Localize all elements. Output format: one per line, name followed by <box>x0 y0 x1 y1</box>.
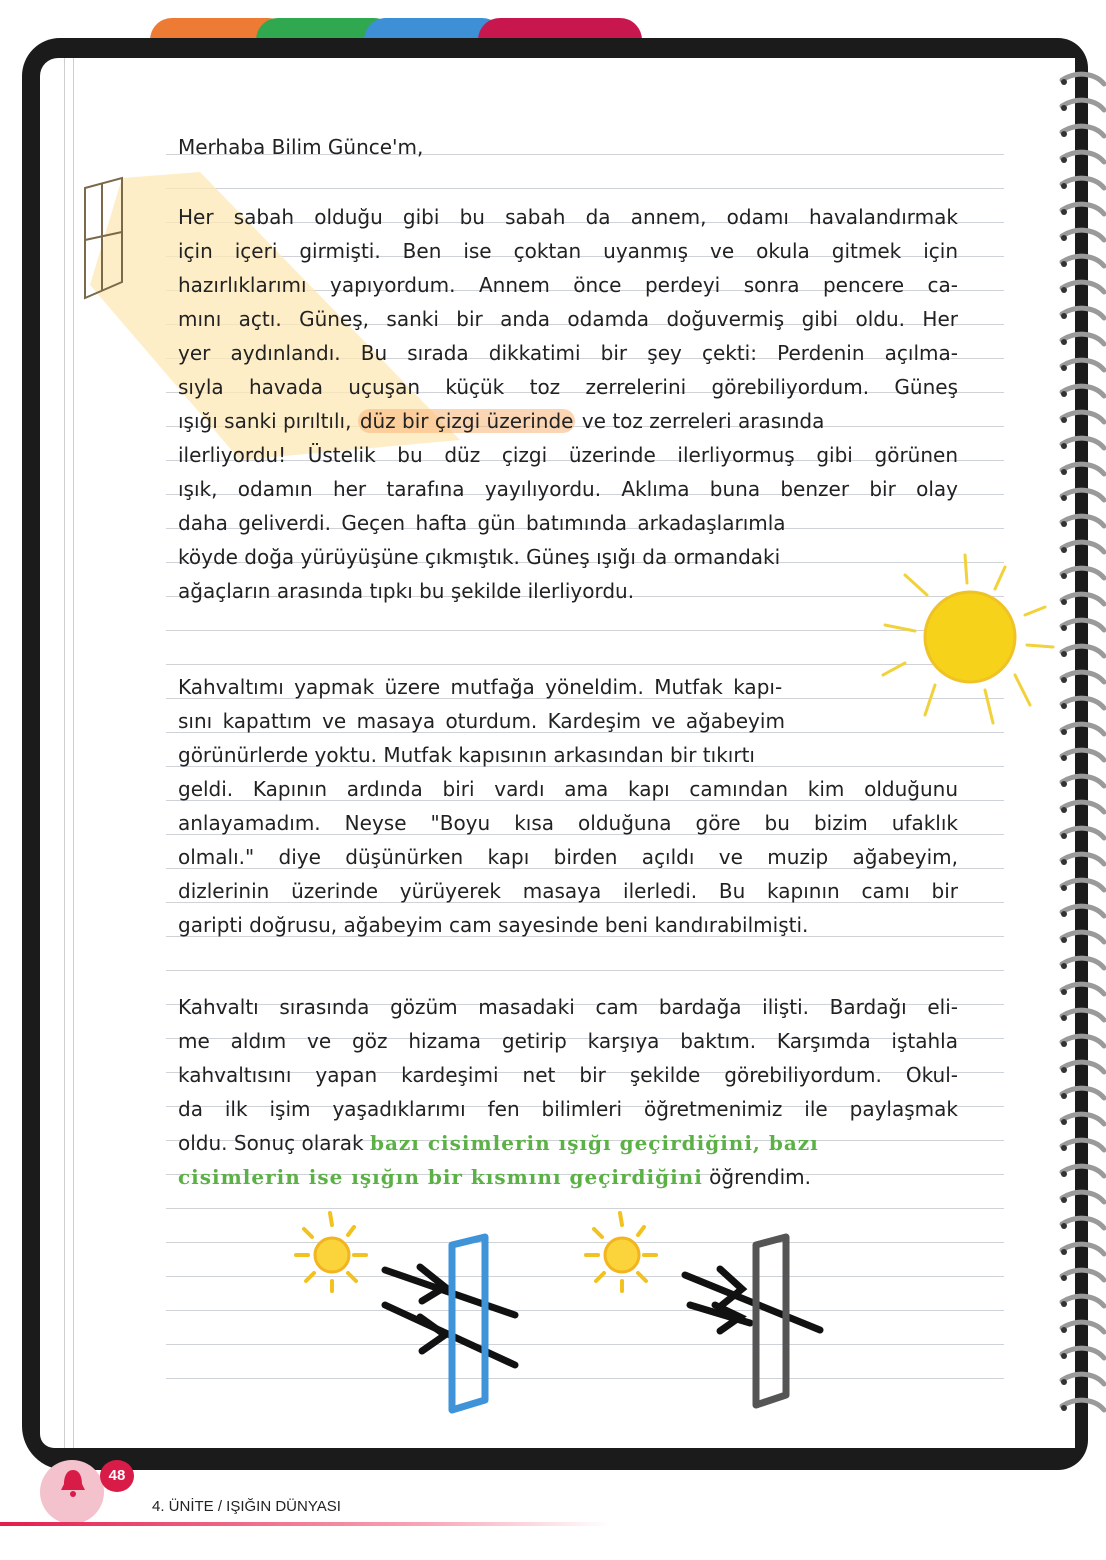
p1-line: köyde doğa yürüyüşüne çıkmıştık. Güneş ışığı da ormandaki <box>178 545 781 569</box>
ring-hole <box>1061 1249 1067 1255</box>
spiral-ring <box>1062 724 1104 734</box>
p3-line: da ilk işim yaşadıklarımı fen bilimleri öğretmenimiz ile paylaşmak <box>178 1097 958 1121</box>
spiral-ring <box>1062 464 1104 474</box>
p2-line: anlayamadım. Neyse "Boyu kısa olduğuna göre bu bizim ufaklık <box>178 811 958 835</box>
p1-line: Her sabah olduğu gibi bu sabah da annem, odamı havalandırmak <box>178 205 958 229</box>
ring-hole <box>1061 1379 1067 1385</box>
spiral-ring <box>1062 802 1104 812</box>
ring-hole <box>1061 391 1067 397</box>
spiral-ring <box>1062 100 1104 110</box>
ring-hole <box>1061 703 1067 709</box>
spiral-ring <box>1062 984 1104 994</box>
spiral-ring <box>1062 1088 1104 1098</box>
ring-hole <box>1061 79 1067 85</box>
spiral-ring <box>1062 178 1104 188</box>
ring-hole <box>1061 937 1067 943</box>
footer-bar <box>0 1522 610 1526</box>
paragraph-3 <box>178 990 958 1194</box>
p1-line: ilerliyordu! Üstelik bu düz çizgi üzerinde ilerliyormuş gibi görünen <box>178 443 958 467</box>
p1-line: yer aydınlandı. Bu sırada dikkatimi bir şey çekti: Perdenin açılma- <box>178 341 958 365</box>
p2-line: garipti doğrusu, ağabeyim cam sayesinde beni kandırabilmişti. <box>178 913 809 937</box>
ring-hole <box>1061 1041 1067 1047</box>
ring-hole <box>1061 1353 1067 1359</box>
spiral-ring <box>1062 516 1104 526</box>
ring-hole <box>1061 1405 1067 1411</box>
p1-line: ağaçların arasında tıpkı bu şekilde ilerliyordu. <box>178 579 635 603</box>
ring-hole <box>1061 417 1067 423</box>
paragraph-1 <box>178 200 958 608</box>
p1-line: daha geliverdi. Geçen hafta gün batımında arkadaşlarımla <box>178 511 786 535</box>
bell-icon <box>56 1466 90 1500</box>
greeting: Merhaba Bilim Günce'm, <box>178 135 424 159</box>
spiral-ring <box>1062 672 1104 682</box>
spiral-ring <box>1062 620 1104 630</box>
p1-line: sıyla havada uçuşan küçük toz zerrelerini görebiliyordum. Güneş <box>178 375 958 399</box>
text-fragment: oldu. Sonuç olarak <box>178 1131 370 1155</box>
spiral-ring <box>1062 958 1104 968</box>
p2-line: Kahvaltımı yapmak üzere mutfağa yöneldim. Mutfak kapı- <box>178 675 783 699</box>
ring-hole <box>1061 651 1067 657</box>
letter-text <box>178 130 958 164</box>
spiral-ring <box>1062 308 1104 318</box>
ring-hole <box>1061 313 1067 319</box>
spiral-ring <box>1062 906 1104 916</box>
ring-hole <box>1061 183 1067 189</box>
p1-line: hazırlıklarımı yapıyordum. Annem önce perdeyi sonra pencere ca- <box>178 273 958 297</box>
spiral-ring <box>1062 1218 1104 1228</box>
ring-hole <box>1061 1119 1067 1125</box>
p2-line: sını kapattım ve masaya oturdum. Kardeşim ve ağabeyim <box>178 709 785 733</box>
ring-hole <box>1061 261 1067 267</box>
ring-hole <box>1061 989 1067 995</box>
text-fragment: öğrendim. <box>702 1165 811 1189</box>
ring-hole <box>1061 677 1067 683</box>
ring-hole <box>1061 859 1067 865</box>
transparent-material-illustration <box>290 1205 540 1420</box>
unit-title: 4. ÜNİTE / IŞIĞIN DÜNYASI <box>152 1498 341 1515</box>
spiral-ring <box>1062 282 1104 292</box>
p3-line: Kahvaltı sırasında gözüm masadaki cam bardağa ilişti. Bardağı eli- <box>178 995 958 1019</box>
spiral-ring <box>1062 230 1104 240</box>
ring-hole <box>1061 1015 1067 1021</box>
spiral-ring <box>1062 1244 1104 1254</box>
ring-hole <box>1061 469 1067 475</box>
spiral-ring <box>1062 880 1104 890</box>
spiral-ring <box>1062 1270 1104 1280</box>
ring-hole <box>1061 1067 1067 1073</box>
spiral-ring <box>1062 334 1104 344</box>
ring-hole <box>1061 911 1067 917</box>
spiral-ring <box>1062 126 1104 136</box>
p2-line: dizlerinin üzerinde yürüyerek masaya ilerledi. Bu kapının camı bir <box>178 879 958 903</box>
spiral-ring <box>1062 412 1104 422</box>
ring-hole <box>1061 443 1067 449</box>
spiral-ring <box>1062 750 1104 760</box>
spiral-ring <box>1062 204 1104 214</box>
highlighted-phrase: düz bir çizgi üzerinde <box>359 409 574 433</box>
spiral-ring <box>1062 1400 1104 1410</box>
spiral-ring <box>1062 646 1104 656</box>
ruled-line <box>166 970 1004 971</box>
spiral-ring <box>1062 490 1104 500</box>
spiral-ring <box>1062 360 1104 370</box>
ring-hole <box>1061 781 1067 787</box>
ring-hole <box>1061 1093 1067 1099</box>
ring-hole <box>1061 963 1067 969</box>
green-conclusion: cisimlerin ise ışığın bir kısmını geçirdiğini <box>178 1165 703 1189</box>
ring-hole <box>1061 729 1067 735</box>
p1-line: için içeri girmişti. Ben ise çoktan uyanmış ve okula gitmek için <box>178 239 958 263</box>
green-conclusion: bazı cisimlerin ışığı geçirdiğini, bazı <box>369 1131 819 1155</box>
spiral-ring <box>1062 568 1104 578</box>
spiral-ring <box>1062 1322 1104 1332</box>
ring-hole <box>1061 599 1067 605</box>
spiral-ring <box>1062 1166 1104 1176</box>
paragraph-2 <box>178 670 958 942</box>
p1-line: ışık, odamın her tarafına yayılıyordu. Aklıma buna benzer bir olay <box>178 477 958 501</box>
p1-line: mını açtı. Güneş, sanki bir anda odamda doğuvermiş gibi oldu. Her <box>178 307 958 331</box>
spiral-ring <box>1062 1114 1104 1124</box>
spiral-ring <box>1062 438 1104 448</box>
p3-line-green <box>178 1160 958 1194</box>
spiral-ring <box>1062 1140 1104 1150</box>
spiral-ring <box>1062 594 1104 604</box>
ring-hole <box>1061 495 1067 501</box>
spiral-ring <box>1062 698 1104 708</box>
p3-line-green <box>178 1126 958 1160</box>
ring-hole <box>1061 157 1067 163</box>
ring-hole <box>1061 131 1067 137</box>
p1-line-highlight <box>178 404 958 438</box>
p2-line: görünürlerde yoktu. Mutfak kapısının arkasından bir tıkırtı <box>178 743 755 767</box>
ring-hole <box>1061 1197 1067 1203</box>
ring-hole <box>1061 833 1067 839</box>
page-number: 48 <box>100 1460 134 1492</box>
ring-hole <box>1061 755 1067 761</box>
spiral-ring <box>1062 1010 1104 1020</box>
spiral-ring <box>1062 256 1104 266</box>
spiral-ring <box>1062 932 1104 942</box>
ring-hole <box>1061 209 1067 215</box>
ring-hole <box>1061 339 1067 345</box>
ring-hole <box>1061 521 1067 527</box>
p3-line: kahvaltısını yapan kardeşimi net bir şekilde görebiliyordum. Okul- <box>178 1063 958 1087</box>
ring-hole <box>1061 547 1067 553</box>
ring-hole <box>1061 1275 1067 1281</box>
text-fragment: ve toz zerreleri arasında <box>575 409 825 433</box>
page-margin-lines <box>64 58 74 1448</box>
translucent-material-illustration <box>580 1205 830 1420</box>
ring-hole <box>1061 625 1067 631</box>
ring-hole <box>1061 1327 1067 1333</box>
spiral-ring <box>1062 1348 1104 1358</box>
spiral-binding <box>1058 70 1106 1430</box>
spiral-ring <box>1062 74 1104 84</box>
p3-line: me aldım ve göz hizama getirip karşıya baktım. Karşımda iştahla <box>178 1029 958 1053</box>
ring-hole <box>1061 235 1067 241</box>
ring-hole <box>1061 1171 1067 1177</box>
ring-hole <box>1061 573 1067 579</box>
ring-hole <box>1061 885 1067 891</box>
ring-hole <box>1061 1145 1067 1151</box>
ring-hole <box>1061 105 1067 111</box>
ring-hole <box>1061 1301 1067 1307</box>
spiral-ring <box>1062 1296 1104 1306</box>
spiral-ring <box>1062 1036 1104 1046</box>
spiral-ring <box>1062 1374 1104 1384</box>
ring-hole <box>1061 807 1067 813</box>
ring-hole <box>1061 1223 1067 1229</box>
spiral-ring <box>1062 854 1104 864</box>
spiral-ring <box>1062 1192 1104 1202</box>
spiral-ring <box>1062 152 1104 162</box>
p2-line: geldi. Kapının ardında biri vardı ama kapı camından kim olduğunu <box>178 777 958 801</box>
text-fragment: ışığı sanki pırıltılı, <box>178 409 358 433</box>
spiral-ring <box>1062 542 1104 552</box>
spiral-ring <box>1062 776 1104 786</box>
spiral-ring <box>1062 386 1104 396</box>
spiral-ring <box>1062 1062 1104 1072</box>
p2-line: olmalı." diye düşünürken kapı birden açıldı ve muzip ağabeyim, <box>178 845 958 869</box>
spiral-ring <box>1062 828 1104 838</box>
ring-hole <box>1061 287 1067 293</box>
ring-hole <box>1061 365 1067 371</box>
